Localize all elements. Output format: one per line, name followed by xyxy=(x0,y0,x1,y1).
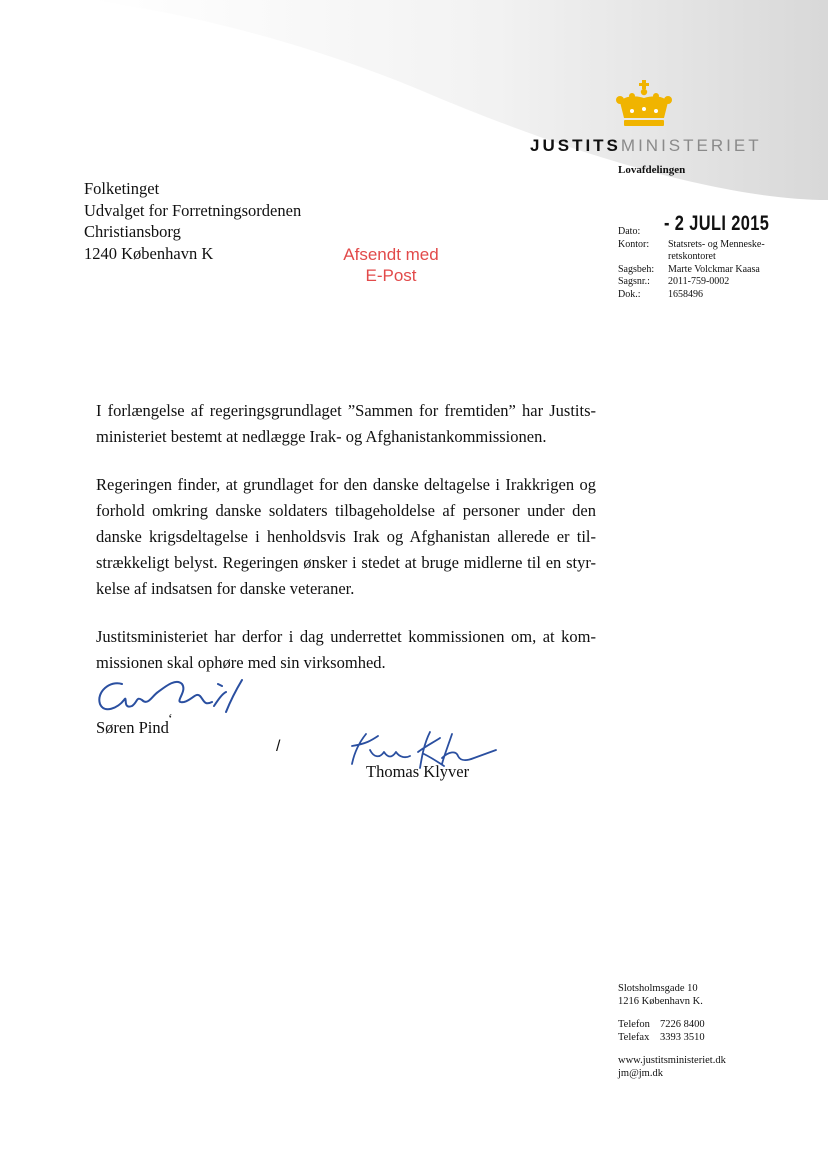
stamp-line-1: Afsendt med xyxy=(343,245,439,264)
body-paragraph: Justitsministeriet har derfor i dag underrettet kommissionen om, at kom-missionen skal ophøre med sin virksomhed. xyxy=(96,627,596,672)
letter-body xyxy=(96,398,596,698)
recipient-line: Christiansborg xyxy=(84,222,181,241)
street-address: Slotsholmsgade 10 xyxy=(618,983,698,994)
sent-by-email-stamp xyxy=(316,244,466,286)
phone-label: Telefon xyxy=(618,1019,650,1030)
sagsbeh-label: Sagsbeh: xyxy=(618,263,655,275)
kontor-label: Kontor: xyxy=(618,238,650,250)
postal-city: 1216 København K. xyxy=(618,996,703,1007)
body-paragraph: I forlængelse af regeringsgrundlaget ”Sammen for fremtiden” har Justits-ministeriet bestemt at nedlægge Irak- og Afghanistankommissionen. xyxy=(96,401,596,446)
department-name: Lovafdelingen xyxy=(618,164,686,176)
ministry-contact-info xyxy=(618,982,726,1090)
date-stamp: - 2 JULI 2015 xyxy=(664,212,770,235)
recipient-address xyxy=(84,178,301,264)
sagsnr-label: Sagsnr.: xyxy=(618,276,650,287)
tick-mark: ʻ xyxy=(168,712,173,727)
email-link[interactable]: jm@jm.dk xyxy=(618,1068,663,1079)
phone-number: 7226 8400 xyxy=(660,1019,705,1030)
signatory-name-1: Søren Pind xyxy=(96,718,169,737)
website-link[interactable]: www.justitsministeriet.dk xyxy=(618,1055,726,1066)
wordmark-bold: JUSTITS xyxy=(530,136,621,155)
recipient-line: Folketinget xyxy=(84,179,160,198)
sagsbeh-value: Marte Volckmar Kaasa xyxy=(668,263,760,275)
fax-label: Telefax xyxy=(618,1032,650,1043)
kontor-value: Statsrets- og Menneske- xyxy=(668,238,765,250)
slash-mark: / xyxy=(276,738,281,755)
sagsnr-value: 2011-759-0002 xyxy=(668,276,730,287)
stamp-line-2: E-Post xyxy=(365,266,417,285)
body-paragraph: Regeringen finder, at grundlaget for den danske deltagelse i Irakkrigen og forhold omkring danske soldaters tilbageholdelse af personer under den danske krigsdeltagelse i henholdsvis Irak og Afghanistan allerede er til-strækkeligt belyst. Regeringen ønsker i stedet at bruge midlerne til en styr-kelse af indsatsen for danske veteraner. xyxy=(96,475,596,598)
wordmark-light: MINISTERIET xyxy=(620,136,762,155)
signatory-name-2: Thomas Klyver xyxy=(366,762,470,781)
signature-soren-pind xyxy=(92,670,262,720)
ministry-wordmark xyxy=(530,136,762,156)
kontor-value-cont: retskontoret xyxy=(668,251,716,262)
recipient-line: 1240 København K xyxy=(84,243,214,263)
dok-label: Dok.: xyxy=(618,288,641,300)
recipient-line: Udvalget for Forretningsordenen xyxy=(84,200,302,220)
fax-number: 3393 3510 xyxy=(660,1032,705,1043)
crown-icon xyxy=(612,78,676,134)
dok-value: 1658496 xyxy=(668,288,703,300)
date-label: Dato: xyxy=(618,226,641,237)
